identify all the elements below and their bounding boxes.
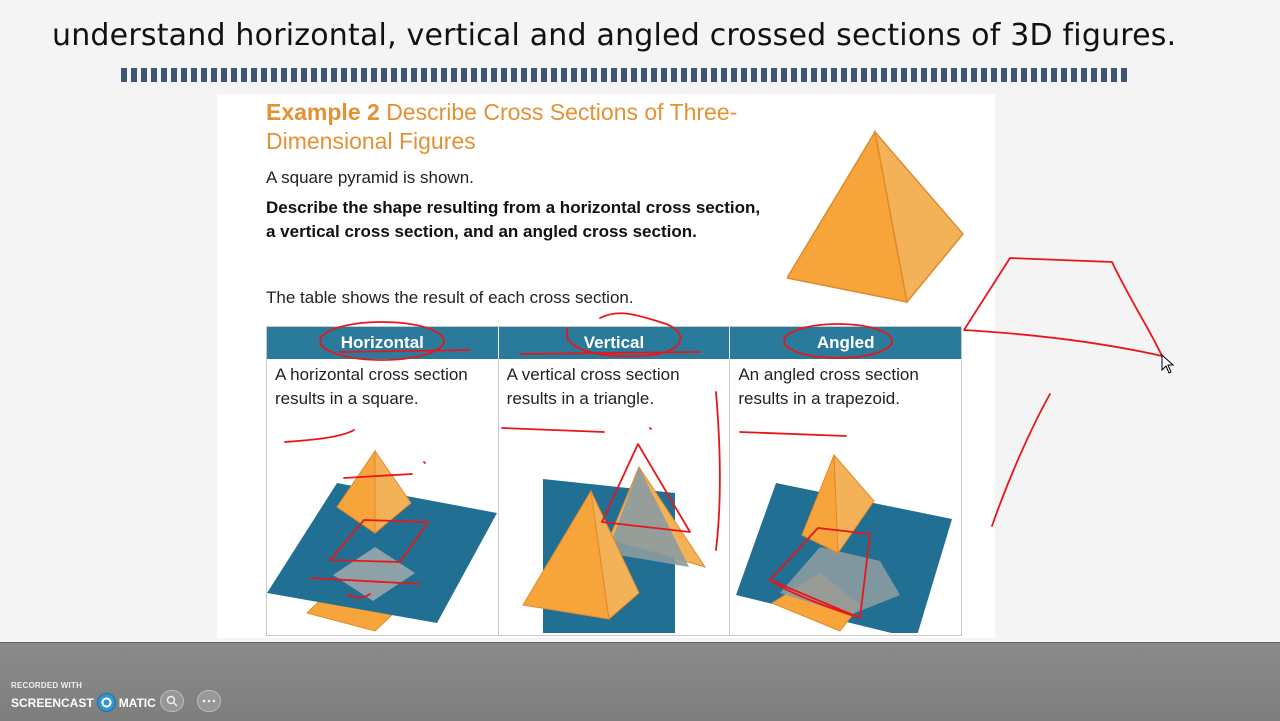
cell-horizontal <box>267 359 499 635</box>
cell-vertical <box>499 359 731 635</box>
table-note: The table shows the result of each cross section. <box>266 288 634 307</box>
prompt-text: Describe the shape resulting from a horizontal cross section, a vertical cross section, and an angled cross section. <box>266 198 761 241</box>
recorded-with-label: RECORDED WITH <box>11 681 83 690</box>
header-vertical: Vertical <box>499 327 731 359</box>
search-icon <box>166 695 178 707</box>
horizontal-section-illustration <box>267 443 498 633</box>
header-angled: Angled <box>816 333 875 352</box>
screencastomatic-logo-icon <box>97 693 116 712</box>
desc-horizontal: A horizontal cross section results in a square. <box>275 365 468 408</box>
table-body-row <box>267 359 961 635</box>
more-button[interactable] <box>197 690 221 712</box>
intro-text: A square pyramid is shown. <box>266 168 474 187</box>
cross-section-table <box>266 326 962 636</box>
square-pyramid-illustration <box>787 130 967 305</box>
title-divider <box>121 68 1127 82</box>
table-header-row <box>267 327 961 359</box>
cell-angled <box>730 359 961 635</box>
screencastomatic-brand[interactable] <box>11 693 156 712</box>
taskbar <box>0 642 1280 721</box>
slide-title: understand horizontal, vertical and angled crossed sections of 3D figures. <box>52 18 1177 53</box>
example-number: Example 2 <box>266 99 380 125</box>
slanted-stroke <box>992 394 1050 526</box>
header-horizontal: Horizontal <box>267 327 499 359</box>
brand-right-text: MATIC <box>118 695 156 710</box>
angled-section-illustration <box>730 443 961 633</box>
brand-left-text: SCREENCAST <box>11 695 94 710</box>
more-icon <box>202 699 216 703</box>
example-heading <box>266 98 826 156</box>
desc-vertical: A vertical cross section results in a triangle. <box>506 365 680 408</box>
textbook-card <box>217 94 995 638</box>
vertical-section-illustration <box>499 443 730 633</box>
desc-angled: An angled cross section results in a trapezoid. <box>738 365 919 408</box>
example-title: Describe Cross Sections of Three-Dimensional Figures <box>266 99 738 154</box>
search-button[interactable] <box>160 690 184 712</box>
cursor-arrow-icon <box>1161 354 1175 374</box>
